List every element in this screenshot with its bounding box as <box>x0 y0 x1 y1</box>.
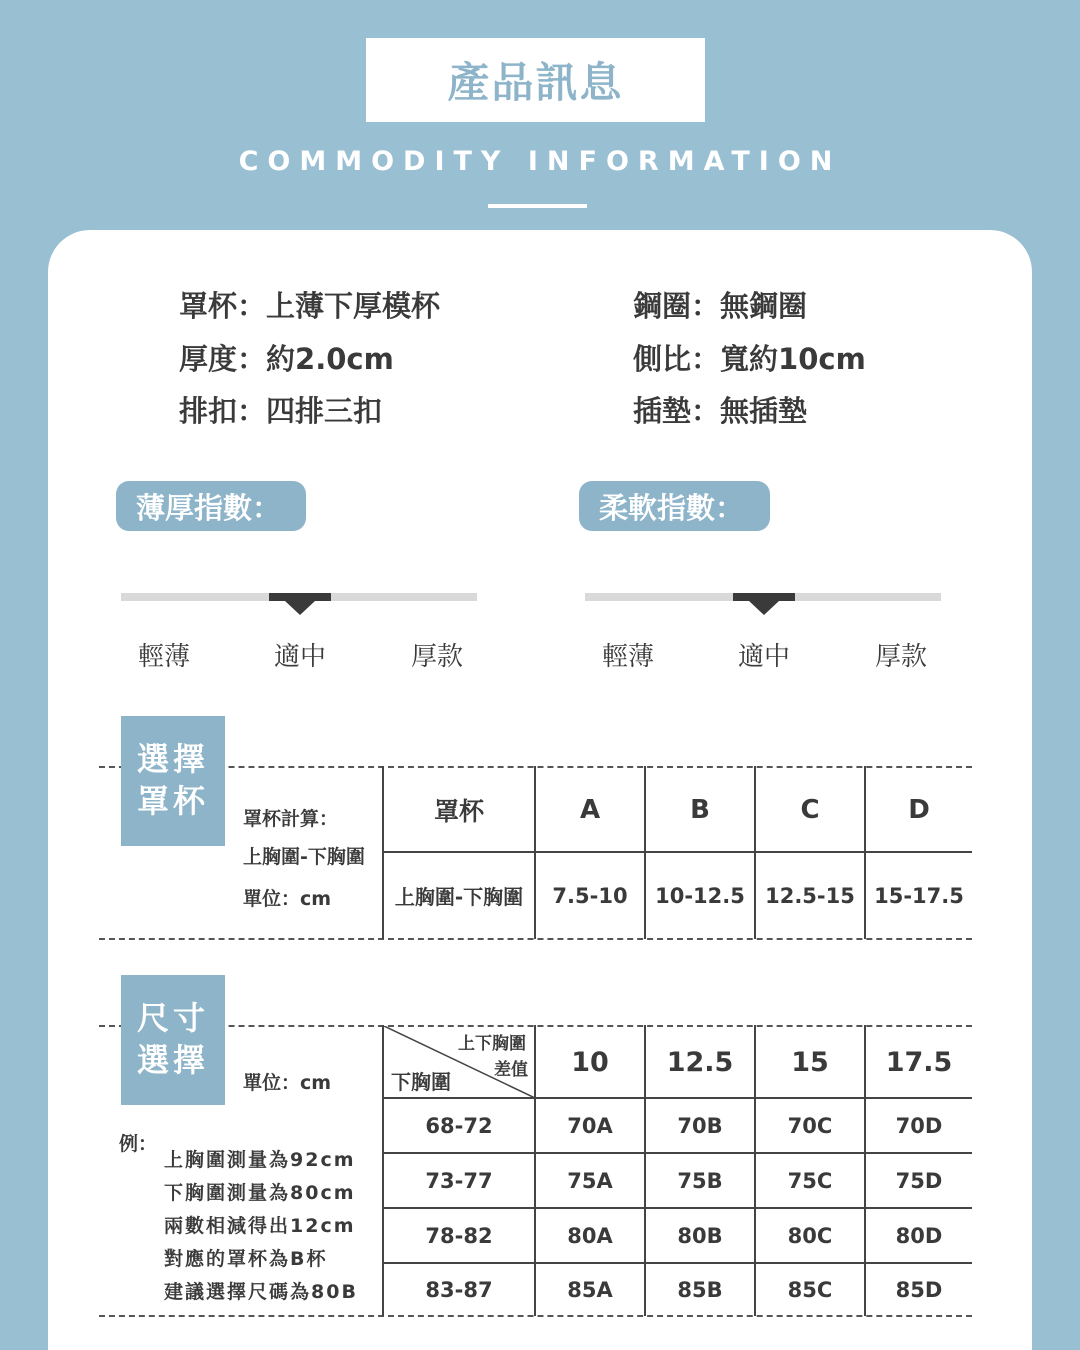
softness-index-title: 柔軟指數： <box>579 481 770 531</box>
spec-label: 排扣 <box>179 394 238 428</box>
example-line: 建議選擇尺碼為80B <box>164 1281 358 1303</box>
cup-range: 12.5-15 <box>765 883 855 908</box>
spec-value: 無插墊 <box>720 394 808 428</box>
thickness-scale-label: 適中 <box>273 642 326 672</box>
cup-table-header: 罩杯 <box>433 796 484 826</box>
diff-header: 15 <box>791 1046 829 1078</box>
cup-letter: B <box>690 794 710 825</box>
size-cell: 85C <box>787 1277 833 1302</box>
size-cell: 70B <box>677 1113 723 1138</box>
spec-cup: 罩杯：上薄下厚模杯 <box>179 289 441 323</box>
spec-label: 罩杯 <box>179 289 238 323</box>
thickness-scale-label: 厚款 <box>410 642 463 672</box>
size-cell: 85D <box>895 1277 943 1302</box>
cup-range: 7.5-10 <box>552 883 628 908</box>
example-line: 對應的罩杯為B杯 <box>164 1248 328 1270</box>
spec-value: 無鋼圈 <box>720 289 808 323</box>
spec-label: 側比 <box>633 342 692 376</box>
softness-scale-label: 輕薄 <box>601 642 654 672</box>
size-cell: 80A <box>567 1223 613 1248</box>
diff-header: 17.5 <box>885 1046 953 1078</box>
thickness-index-title: 薄厚指數： <box>116 481 306 531</box>
underbust-range: 78-82 <box>425 1223 493 1248</box>
size-cell: 75B <box>677 1168 723 1193</box>
cup-note-unit: 單位：cm <box>243 888 332 910</box>
corner-top-label: 上下胸圍 <box>458 1034 526 1054</box>
thickness-index-pointer-icon <box>285 601 315 615</box>
thickness-index-marker <box>269 593 331 601</box>
spec-label: 厚度 <box>179 342 238 376</box>
page-title: 產品訊息 <box>366 38 705 122</box>
softness-scale-label: 厚款 <box>874 642 927 672</box>
cup-letter: A <box>579 794 601 825</box>
diff-header: 10 <box>571 1046 609 1078</box>
size-cell: 75D <box>895 1168 943 1193</box>
cup-range: 10-12.5 <box>655 883 745 908</box>
softness-scale-label: 適中 <box>737 642 790 672</box>
spec-label: 插墊 <box>633 394 692 428</box>
softness-index-marker <box>733 593 795 601</box>
cup-row-label: 上胸圍-下胸圍 <box>394 885 524 909</box>
size-cell: 70D <box>895 1113 943 1138</box>
diff-header: 12.5 <box>666 1046 734 1078</box>
section-tag-line: 選擇 <box>137 740 210 778</box>
thickness-scale-label: 輕薄 <box>137 642 190 672</box>
cup-letter: D <box>908 794 930 825</box>
size-cell: 75A <box>567 1168 613 1193</box>
section-tag-line: 罩杯 <box>137 782 210 820</box>
underbust-range: 68-72 <box>425 1113 493 1138</box>
spec-hooks: 排扣：四排三扣 <box>179 394 383 428</box>
size-cell: 80B <box>677 1223 723 1248</box>
softness-index-track <box>585 593 941 601</box>
example-line: 兩數相減得出12cm <box>164 1215 356 1237</box>
spec-wire: 鋼圈：無鋼圈 <box>633 289 808 323</box>
spec-thickness: 厚度：約2.0cm <box>179 342 394 376</box>
corner-top-label: 差值 <box>494 1060 528 1080</box>
underbust-range: 73-77 <box>425 1168 493 1193</box>
cup-range: 15-17.5 <box>874 883 964 908</box>
section-tag-line: 選擇 <box>137 1041 210 1079</box>
example-line: 下胸圍測量為80cm <box>164 1182 356 1204</box>
spec-label: 鋼圈 <box>633 289 692 323</box>
thickness-index-track <box>121 593 477 601</box>
size-cell: 80C <box>787 1223 833 1248</box>
spec-value: 四排三扣 <box>266 394 383 428</box>
example-line: 上胸圍測量為92cm <box>164 1149 356 1171</box>
example-label: 例： <box>119 1133 158 1155</box>
cup-letter: C <box>800 794 820 825</box>
size-cell: 75C <box>787 1168 833 1193</box>
size-cell: 85B <box>677 1277 723 1302</box>
size-section-tag <box>121 975 225 1105</box>
cup-note-formula: 上胸圍-下胸圍 <box>243 846 365 868</box>
underbust-range: 83-87 <box>425 1277 493 1302</box>
cup-section-tag <box>121 716 225 846</box>
spec-value: 約2.0cm <box>266 342 394 376</box>
spec-value: 上薄下厚模杯 <box>266 289 441 323</box>
page-subtitle: COMMODITY INFORMATION <box>238 146 842 177</box>
size-cell: 70A <box>567 1113 613 1138</box>
spec-pad: 插墊：無插墊 <box>633 394 808 428</box>
section-tag-line: 尺寸 <box>137 999 210 1037</box>
size-note-unit: 單位：cm <box>243 1072 332 1094</box>
size-cell: 70C <box>787 1113 833 1138</box>
cup-note-title: 罩杯計算： <box>243 808 339 830</box>
softness-index-pointer-icon <box>749 601 779 615</box>
size-cell: 85A <box>567 1277 613 1302</box>
corner-bottom-label: 下胸圍 <box>391 1070 451 1094</box>
subtitle-underline <box>488 204 587 208</box>
spec-side: 側比：寬約10cm <box>633 342 866 376</box>
size-cell: 80D <box>895 1223 943 1248</box>
spec-value: 寬約10cm <box>720 342 866 376</box>
